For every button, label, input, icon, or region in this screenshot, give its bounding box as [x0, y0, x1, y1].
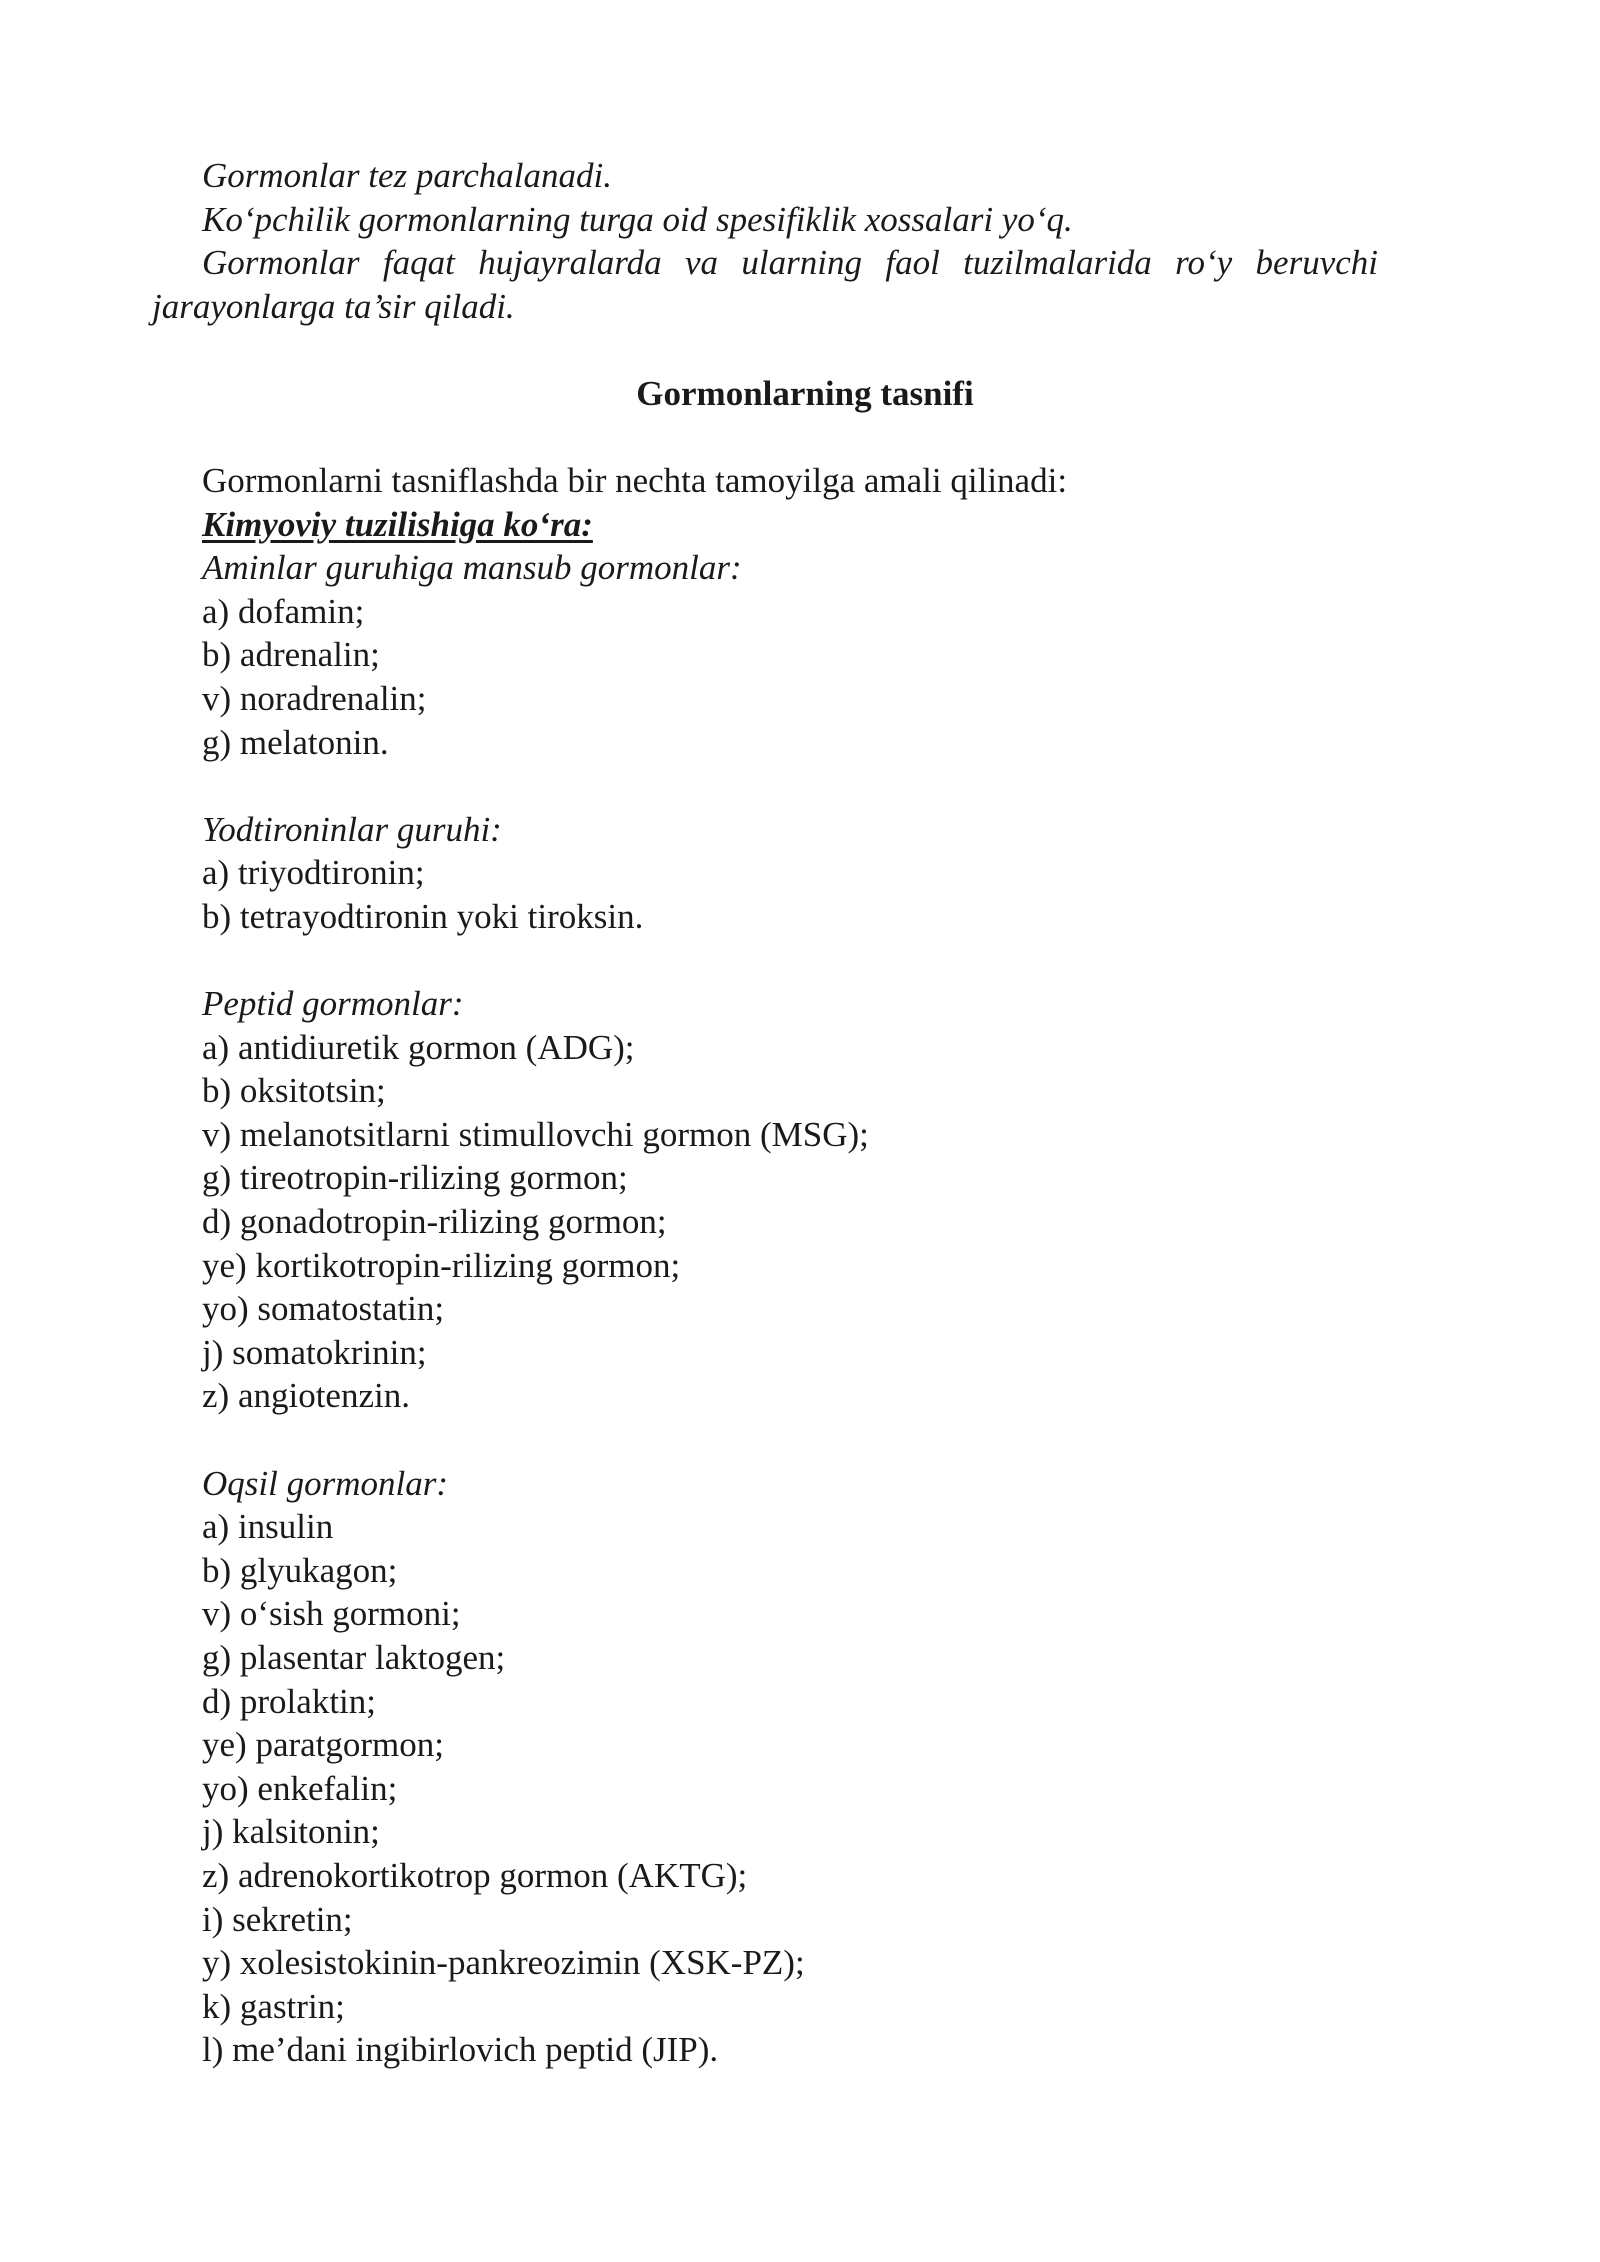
- group-iodothyronines: [202, 808, 1378, 939]
- list-item: k) gastrin;: [202, 1986, 345, 2026]
- criterion-label: Kimyoviy tuzilishiga ko‘ra:: [202, 504, 593, 544]
- list-item: a) insulin: [202, 1507, 334, 1547]
- list-item: z) adrenokortikotrop gormon (AKTG);: [202, 1855, 748, 1895]
- list-item: d) gonadotropin-rilizing gormon;: [202, 1202, 667, 1242]
- group-protein-hormones: [202, 1462, 1378, 2072]
- classification-section: [152, 459, 1378, 2072]
- list-item: a) antidiuretik gormon (ADG);: [202, 1027, 635, 1067]
- group-title: Yodtironinlar guruhi:: [202, 809, 502, 849]
- list-item: ye) kortikotropin-rilizing gormon;: [202, 1245, 681, 1285]
- list-item: d) prolaktin;: [202, 1681, 376, 1721]
- group-peptide-hormones: [202, 982, 1378, 1418]
- list-item: yo) enkefalin;: [202, 1768, 398, 1808]
- list-item: yo) somatostatin;: [202, 1289, 445, 1329]
- list-item: b) oksitotsin;: [202, 1071, 386, 1111]
- intro-paragraph: Gormonlar faqat hujayralarda va ularning faol tuzilmalarida ro‘y beruvchi jarayonlarga ta’sir qiladi.: [152, 243, 1378, 326]
- list-item: v) noradrenalin;: [202, 678, 427, 718]
- list-item: i) sekretin;: [202, 1899, 353, 1939]
- lead-sentence: Gormonlarni tasniflashda bir nechta tamoyilga amali qilinadi:: [202, 460, 1068, 500]
- group-title: Oqsil gormonlar:: [202, 1463, 448, 1503]
- group-amines: [202, 546, 1378, 764]
- list-item: l) me’dani ingibirlovich peptid (JIP).: [202, 2030, 719, 2070]
- intro-paragraphs: [152, 154, 1378, 328]
- list-item: v) melanotsitlarni stimullovchi gormon (MSG);: [202, 1114, 869, 1154]
- list-item: j) somatokrinin;: [202, 1332, 427, 1372]
- list-item: g) plasentar laktogen;: [202, 1638, 506, 1677]
- list-item: g) tireotropin-rilizing gormon;: [202, 1158, 628, 1198]
- list-item: j) kalsitonin;: [202, 1812, 380, 1852]
- list-item: v) o‘sish gormoni;: [202, 1594, 461, 1634]
- list-item: b) glyukagon;: [202, 1550, 398, 1590]
- page-content: [152, 154, 1378, 2072]
- list-item: a) triyodtironin;: [202, 853, 425, 893]
- list-item: b) adrenalin;: [202, 635, 380, 675]
- intro-line: Gormonlar tez parchalanadi.: [202, 156, 612, 195]
- section-heading: Gormonlarning tasnifi: [636, 374, 974, 414]
- list-item: a) dofamin;: [202, 591, 365, 631]
- list-item: b) tetrayodtironin yoki tiroksin.: [202, 896, 644, 936]
- list-item: ye) paratgormon;: [202, 1725, 444, 1765]
- group-title: Peptid gormonlar:: [202, 984, 464, 1024]
- intro-line: Ko‘pchilik gormonlarning turga oid spesifiklik xossalari yo‘q.: [202, 199, 1073, 239]
- list-item: y) xolesistokinin-pankreozimin (XSK-PZ);: [202, 1943, 805, 1983]
- group-title: Aminlar guruhiga mansub gormonlar:: [202, 548, 742, 588]
- list-item: g) melatonin.: [202, 722, 389, 762]
- list-item: z) angiotenzin.: [202, 1376, 410, 1416]
